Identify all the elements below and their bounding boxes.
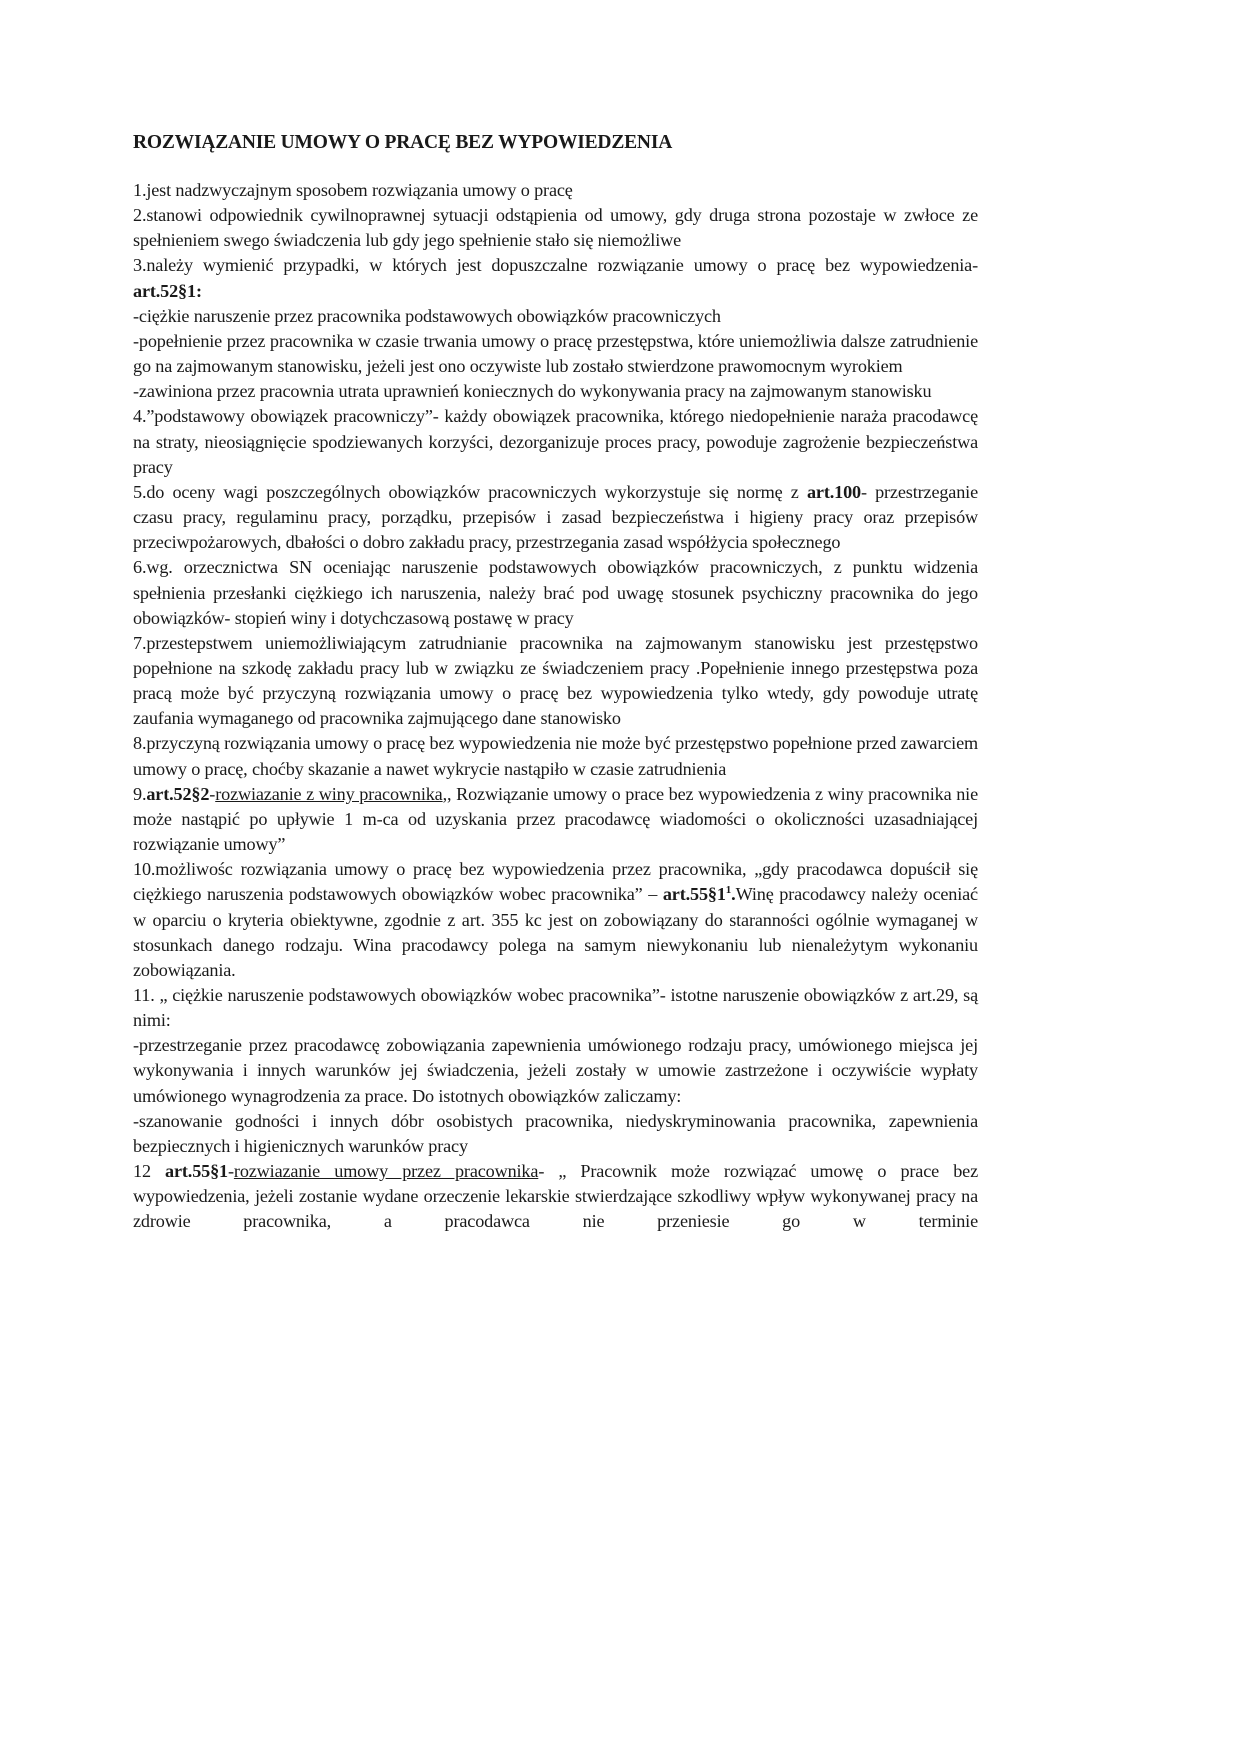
bold-text: 1 — [725, 884, 732, 897]
paragraph — [133, 304, 978, 329]
bold-text: . — [731, 884, 736, 905]
paragraph — [133, 555, 978, 630]
text-segment: - — [227, 1161, 234, 1182]
text-segment: 5.do oceny wagi poszczególnych obowiązków pracowniczych wykorzystuje się normę z — [133, 481, 807, 502]
bold-text: art.100 — [806, 481, 861, 502]
text-segment: 12 — [133, 1161, 166, 1182]
paragraph — [133, 782, 978, 857]
paragraph — [133, 480, 978, 555]
text-segment: -zawiniona przez pracownia utrata uprawnień koniecznych do wykonywania pracy na zajmowanym stanowisku — [133, 381, 932, 402]
text-segment: 11. „ ciężkie naruszenie podstawowych obowiązków wobec pracownika”- istotne naruszenie obowiązków z art.29, są nimi: — [133, 985, 978, 1031]
text-segment: ,, Rozwiązanie umowy o prace bez wypowiedzenia z winy pracownika nie może nastąpić po upływie 1 m-ca od uzyskania przez pracodawcę wiadomości o okoliczności uzasadniającej rozwiązanie umowy” — [133, 783, 979, 855]
text-segment: 9. — [133, 783, 147, 804]
text-segment: 3.należy wymienić przypadki, w których jest dopuszczalne rozwiązanie umowy o pracę bez wypowiedzenia- — [133, 255, 978, 276]
bold-text: art.52§2 — [146, 783, 210, 804]
text-segment: -szanowanie godności i innych dóbr osobistych pracownika, niedyskryminowania pracownika, zapewnienia bezpiecznych i higienicznych warunków pracy — [133, 1110, 978, 1156]
text-segment: - „ Pracownik może rozwiązać umowę o prace bez wypowiedzenia, jeżeli zostanie wydane orzeczenie lekarskie stwierdzające szkodliwy wpływ wykonywanej pracy na zdrowie pracownika, a pracodawca nie przeniesie go w terminie — [133, 1161, 978, 1232]
paragraph — [133, 1033, 978, 1108]
bold-text: art.52§1: — [133, 280, 202, 301]
text-segment: 10.możliwośc rozwiązania umowy o pracę bez wypowiedzenia przez pracownika, „gdy pracodawca dopuścił się ciężkiego naruszenia podstawowych obowiązków wobec pracownika” – — [133, 859, 978, 905]
document-body — [133, 178, 978, 1235]
paragraph — [133, 178, 978, 203]
paragraph — [133, 631, 978, 732]
paragraph — [133, 983, 978, 1033]
text-segment: -popełnienie przez pracownika w czasie trwania umowy o pracę przestępstwa, które uniemożliwia dalsze zatrudnienie go na zajmowanym stanowisku, jeżeli jest ono oczywiste lub zostało stwierdzone prawomocnym wyrokiem — [133, 330, 978, 377]
text-segment: 2.stanowi odpowiednik cywilnoprawnej sytuacji odstąpienia od umowy, gdy druga strona pozostaje w zwłoce ze spełnieniem swego świadczenia lub gdy jego spełnienie stało się niemożliwe — [133, 205, 978, 251]
text-segment: 4.”podstawowy obowiązek pracowniczy”- każdy obowiązek pracownika, którego niedopełnienie naraża pracodawcę na straty, nieosiągnięcie spodziewanych korzyści, dezorganizuje proces pracy, powoduje zagrożenie bezpieczeństwa pracy — [133, 406, 978, 477]
text-segment: 8.przyczyną rozwiązania umowy o pracę bez wypowiedzenia nie może być przestępstwo popełnione przed zawarciem umowy o pracę, choćby skazanie a nawet wykrycie nastąpiło w czasie zatrudnienia — [133, 733, 978, 779]
document-title: ROZWIĄZANIE UMOWY O PRACĘ BEZ WYPOWIEDZENIA — [133, 132, 673, 153]
text-segment: - przestrzeganie czasu pracy, regulaminu pracy, porządku, przepisów i zasad bezpieczeństwa i higieny pracy oraz przepisów przeciwpożarowych, dbałości o dobro zakładu pracy, przestrzegania zasad współżycia społecznego — [133, 481, 978, 553]
bold-text: art.55§1 — [165, 1161, 228, 1182]
paragraph — [133, 329, 978, 379]
text-segment: 7.przestepstwem uniemożliwiającym zatrudnianie pracownika na zajmowanym stanowisku jest przestępstwo popełnione na szkodę zakładu pracy lub w związku ze świadczeniem pracy .Popełnienie innego przestępstwa poza pracą może być przyczyną rozwiązania umowy o pracę bez wypowiedzenia tylko wtedy, gdy powoduje utratę zaufania wymaganego od pracownika zajmującego dane stanowisko — [133, 632, 978, 729]
text-segment: Winę pracodawcy należy oceniać w oparciu o kryteria obiektywne, zgodnie z art. 355 kc jest on zobowiązany do staranności ogólnie wymaganej w stosunkach danego rodzaju. Wina pracodawcy polega na samym niewykonaniu lub nienależytym wykonaniu zobowiązania. — [133, 884, 978, 980]
bold-text: art.55§1 — [662, 884, 726, 905]
paragraph — [133, 203, 978, 253]
paragraph — [133, 404, 978, 479]
paragraph — [133, 857, 978, 983]
text-segment: -przestrzeganie przez pracodawcę zobowiązania zapewnienia umówionego rodzaju pracy, umówionego miejsca jej wykonywania i innych warunków jej świadczenia, jeżeli zostały w umowie zastrzeżone i oczywiście wypłaty umówionego wynagrodzenia za prace. Do istotnych obowiązków zaliczamy: — [133, 1035, 978, 1106]
text-segment: - — [209, 783, 216, 804]
paragraph — [133, 253, 978, 303]
text-segment: 1.jest nadzwyczajnym sposobem rozwiązania umowy o pracę — [133, 180, 573, 200]
paragraph — [133, 379, 978, 404]
text-segment: 6.wg. orzecznictwa SN oceniając naruszenie podstawowych obowiązków pracowniczych, z punktu widzenia spełnienia przesłanki ciężkiego ich naruszenia, należy brać pod uwagę stosunek psychiczny pracownika do jego obowiązków- stopień winy i dotychczasową postawę w pracy — [133, 557, 978, 628]
underlined-text: rozwiazanie z winy pracownika — [215, 783, 443, 804]
document-page — [133, 128, 978, 1235]
paragraph — [133, 1109, 978, 1159]
paragraph — [133, 1159, 978, 1234]
text-segment: -ciężkie naruszenie przez pracownika podstawowych obowiązków pracowniczych — [133, 305, 721, 326]
paragraph — [133, 731, 978, 781]
underlined-text: rozwiazanie umowy przez pracownika — [233, 1161, 539, 1182]
